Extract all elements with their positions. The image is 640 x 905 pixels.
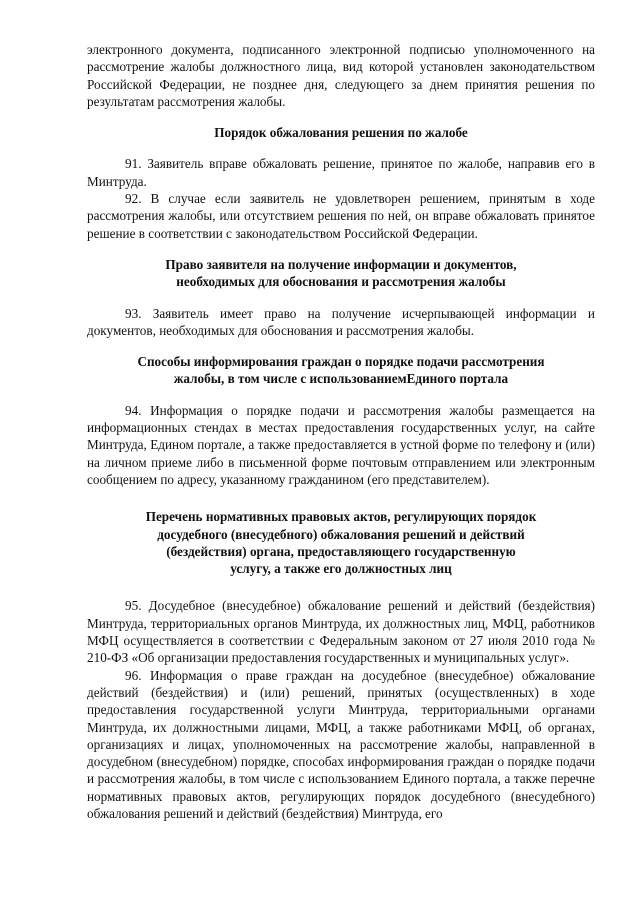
paragraph-92: 92. В случае если заявитель не удовлетворен решением, принятым в ходе рассмотрения жалобы, или отсутствием решения по ней, он вправе обжаловать принятое решение в соответствии с законодательством Российской Федерации. (87, 191, 595, 241)
acts-heading (87, 508, 595, 577)
paragraph-91: 91. Заявитель вправе обжаловать решение, принятое по жалобе, направив его в Минтруда. (87, 156, 595, 189)
info-rights-heading (87, 256, 595, 291)
acts-heading-line2: досудебного (внесудебного) обжалования решений и действий (157, 526, 525, 542)
intro-paragraph: электронного документа, подписанного электронной подписью уполномоченного на рассмотрение жалобы должностного лица, вид которой установлен законодательством Российской Федерации, не позднее дня, следующего за днем принятия решения по результатам рассмотрения жалобы. (87, 42, 595, 109)
document-page (87, 41, 595, 822)
inform-heading-line1: Способы информирования граждан о порядке подачи рассмотрения (137, 354, 545, 370)
acts-heading-line3: (бездействия) органа, предоставляющего государственную (166, 543, 516, 559)
paragraph-95: 95. Досудебное (внесудебное) обжалование решений и действий (бездействия) Минтруда, территориальных органов Минтруда, их должностных лиц, МФЦ, работников МФЦ осуществляется в соответствии с Федеральным законом от 27 июля 2010 года № 210-ФЗ «Об организации предоставления государственных и муниципальных услуг». (87, 598, 595, 666)
appeal-heading: Порядок обжалования решения по жалобе (214, 125, 468, 141)
acts-heading-line1: Перечень нормативных правовых актов, регулирующих порядок (145, 509, 537, 525)
inform-heading-line2: жалобы, в том числе с использованиемЕдиного портала (173, 371, 509, 387)
info-rights-heading-line1: Право заявителя на получение информации и документов, (165, 256, 517, 272)
acts-heading-line4: услугу, а также его должностных лиц (230, 561, 452, 577)
paragraph-94: 94. Информация о порядке подачи и рассмотрения жалобы размещается на информационных стендах в местах предоставления государственных услуг, на сайте Минтруда, Едином портале, а также предоставляется в устной форме по телефону и (или) на личном приеме либо в письменной форме почтовым отправлением или электронным сообщением по адресу, указанному гражданином (его представителем). (87, 402, 595, 487)
info-rights-heading-line2: необходимых для обоснования и рассмотрения жалобы (176, 274, 506, 290)
paragraph-96: 96. Информация о праве граждан на досудебное (внесудебное) обжалование действий (бездействия) и (или) решений, принятых (осуществленных) в ходе предоставления государственной услуги Минтруда, территориальными органами Минтруда, их должностными лицами, МФЦ, а также работниками МФЦ, об органах, организациях и лицах, уполномоченных на рассмотрение жалобы, направленной в досудебном (внесудебном) порядке, способах информирования граждан о порядке подачи и рассмотрения жалобы, в том числе с использованием Единого портала, а также перечне нормативных правовых актов, регулирующих порядок досудебного (внесудебного) обжалования решений и действий (бездействия) Минтруда, его (87, 667, 595, 821)
paragraph-93: 93. Заявитель имеет право на получение исчерпывающей информации и документов, необходимых для обоснования и рассмотрения жалобы. (87, 305, 595, 338)
inform-heading (87, 353, 595, 388)
